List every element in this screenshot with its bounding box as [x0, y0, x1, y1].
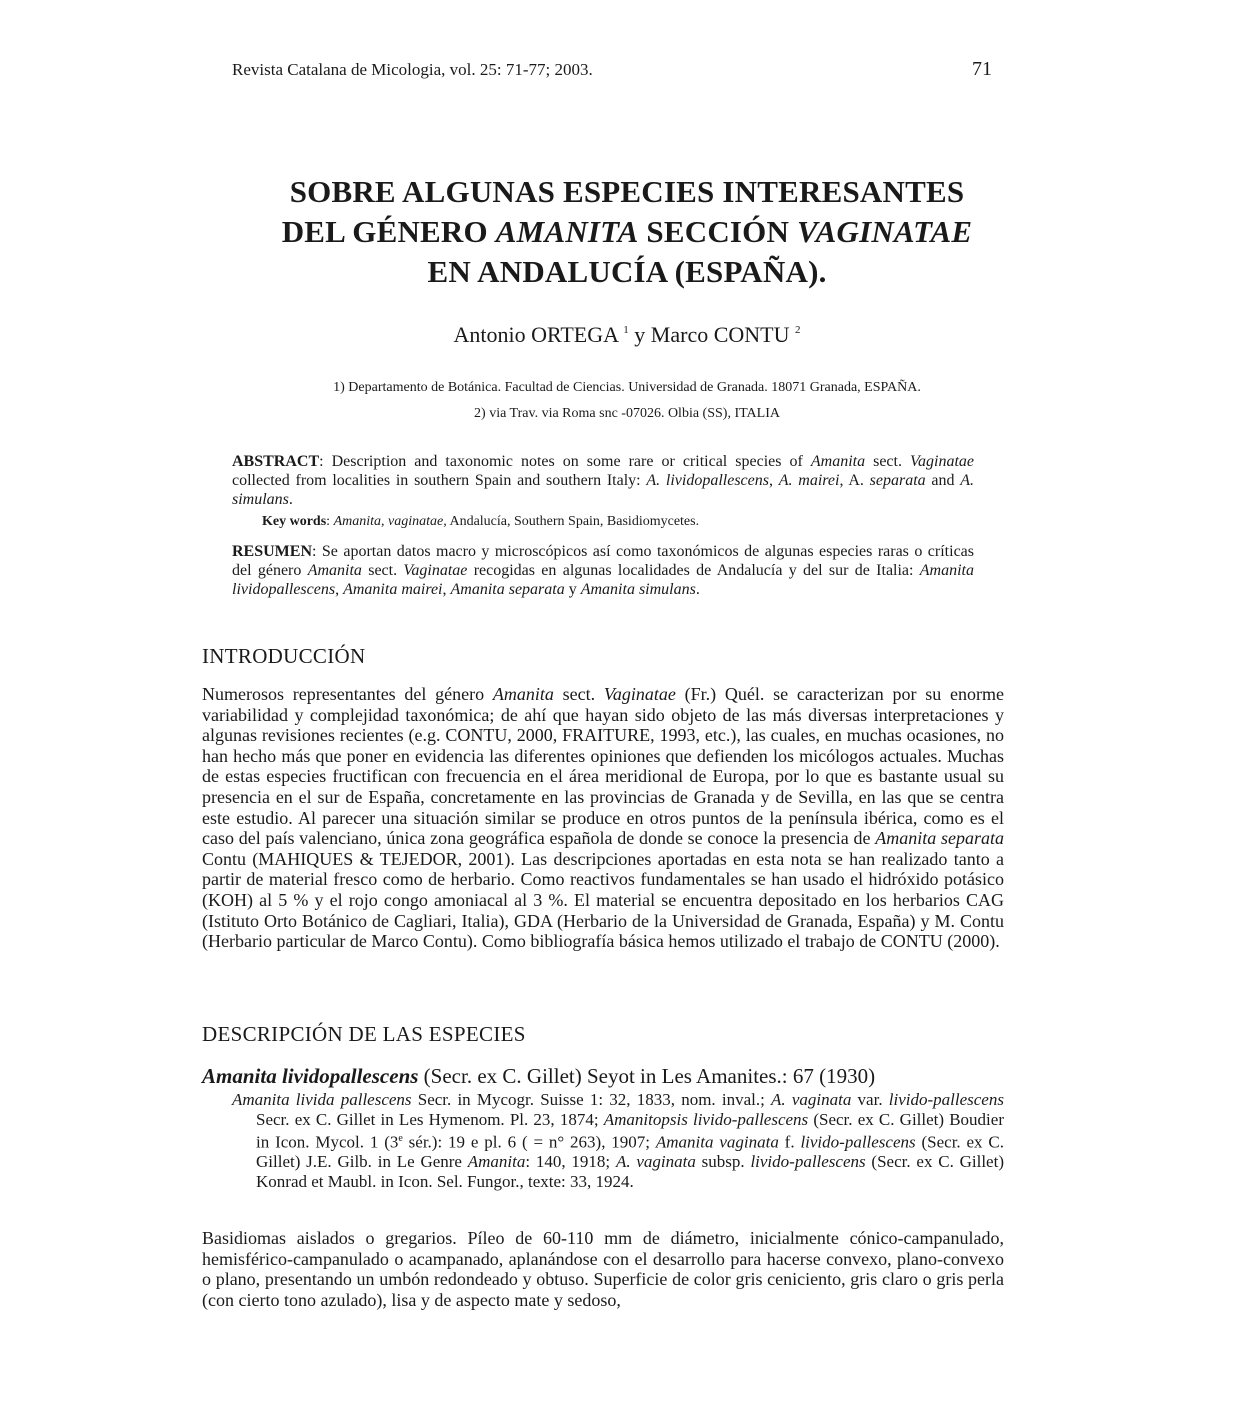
resumen-text: , — [442, 581, 451, 598]
title-text: DEL GÉNERO — [281, 214, 496, 249]
resumen-label: RESUMEN — [232, 543, 313, 560]
page-number: 71 — [972, 58, 992, 80]
resumen-text: : Se aportan datos macro y microscópicos así como taxonómicos de algunas especies raras o críticas del género — [232, 543, 974, 579]
author-2-superscript: 2 — [795, 324, 801, 336]
section-heading-descripcion: DESCRIPCIÓN DE LAS ESPECIES — [202, 1022, 526, 1046]
abstract-text: . — [288, 491, 293, 508]
resumen-italic: Amanita simulans — [580, 581, 696, 598]
resumen-italic: Amanita — [307, 562, 362, 579]
abstract-italic: A. lividopallescens — [646, 472, 769, 489]
resumen-italic: Amanita mairei — [343, 581, 443, 598]
abstract-text: collected from localities in southern Spain and southern Italy: — [232, 472, 647, 489]
resumen-italic: Amanita separata — [450, 581, 565, 598]
species-name: Amanita lividopallescens — [202, 1064, 419, 1088]
keywords-label: Key words — [262, 514, 327, 529]
abstract-text: : Description and taxonomic notes on some rare or critical species of — [319, 453, 811, 470]
intro-italic: Amanita — [492, 684, 554, 704]
abstract-text: , — [768, 472, 779, 489]
synonym-text: Secr. in Mycogr. Suisse 1: 32, 1833, nom. inval.; — [411, 1090, 772, 1109]
species-authority: (Secr. ex C. Gillet) Seyot in Les Amanites.: 67 (1930) — [418, 1064, 876, 1088]
keywords-italic: Amanita — [333, 514, 382, 529]
abstract-italic: separata — [869, 472, 926, 489]
intro-paragraph — [202, 684, 1004, 952]
resumen-text: . — [695, 581, 700, 598]
species-heading — [202, 1064, 1004, 1089]
synonym-text: (Secr. ex C. Gillet) Konrad et Maubl. in Icon. Sel. Fungor., texte: 33, 1924. — [256, 1152, 1004, 1191]
synonym-text: var. — [851, 1090, 889, 1109]
keywords-italic: vaginatae — [388, 514, 444, 529]
resumen-text: y — [564, 581, 581, 598]
abstract-text: sect. — [865, 453, 911, 470]
resumen-italic: Vaginatae — [403, 562, 468, 579]
synonym-italic: Amanita vaginata — [655, 1132, 779, 1152]
authors — [200, 322, 1054, 348]
affiliation-1: 1) Departamento de Botánica. Facultad de Ciencias. Universidad de Granada. 18071 Granada, ESPAÑA. — [333, 380, 921, 395]
synonym-text: f. — [778, 1132, 801, 1152]
intro-text: (Fr.) Quél. se caracterizan por su enorme variabilidad y complejidad taxonómica; de ahí que hayan sido objeto de las más diversas interpretaciones y algunas revisiones recientes (e.g. CONTU, 2000, FRAITURE, 1993, etc.), las cuales, en muchas ocasiones, no han hecho más que poner en evidencia las diferentes opiniones que defienden los micólogos actuales. Muchas de estas especies fructifican con frecuencia en el área meridional de Europa, por lo que es bastante usual su presencia en el sur de España, concretamente en las provincias de Granada y de Sevilla, en las que se centra este estudio. Al parecer una situación similar se produce en otros puntos de la península ibérica, como es el caso del país valenciano, única zona geográfica española de donde se conoce la presencia de — [202, 684, 1005, 849]
synonym-italic: livido-pallescens — [888, 1090, 1004, 1109]
keywords-text: , Andalucía, Southern Spain, Basidiomycetes. — [443, 514, 700, 529]
resumen — [232, 542, 974, 599]
journal-citation: Revista Catalana de Micologia, vol. 25: 71-77; 2003. — [232, 60, 593, 79]
abstract-label: ABSTRACT — [232, 453, 320, 470]
synonym-text: : 140, 1918; — [525, 1152, 616, 1172]
synonym-italic: A. vaginata — [771, 1090, 852, 1109]
title-section: VAGINATAE — [797, 214, 973, 249]
abstract-italic: A. mairei — [778, 472, 840, 489]
abstract-text: , A. — [839, 472, 870, 489]
affiliation-2: 2) via Trav. via Roma snc -07026. Olbia (SS), ITALIA — [474, 406, 780, 421]
resumen-text: sect. — [361, 562, 404, 579]
synonym-text: subsp. — [695, 1152, 751, 1172]
author-1-superscript: 1 — [623, 324, 629, 336]
intro-italic: Vaginatae — [603, 684, 676, 704]
resumen-text: recogidas en algunas localidades de Andalucía y del sur de Italia: — [467, 562, 920, 579]
intro-text: Contu (MAHIQUES & TEJEDOR, 2001). Las descripciones aportadas en esta nota se han realizado tanto a partir de material fresco como de herbario. Como reactivos fundamentales se han usado el hidróxido potásico (KOH) al 5 % y el rojo congo amoniacal al 3 %. El material se encuentra depositado en los herbarios CAG (Istituto Orto Botánico de Cagliari, Italia), GDA (Herbario de la Universidad de Granada, España) y M. Contu (Herbario particular de Marco Contu). Como bibliografía básica hemos utilizado el trabajo de CONTU (2000). — [202, 848, 1004, 952]
abstract-italic: Vaginatae — [910, 453, 975, 470]
title-line-3: EN ANDALUCÍA (ESPAÑA). — [427, 254, 827, 289]
author-1: Antonio ORTEGA — [453, 322, 618, 347]
description-paragraph: Basidiomas aislados o gregarios. Píleo de 60-110 mm de diámetro, inicialmente cónico-campanulado, hemisférico-campanulado o acampanado, aplanándose con el desarrollo para hacerse convexo, plano-convexo o plano, presentando un umbón redondeado y obtuso. Superficie de color gris ceniciento, gris claro o gris perla (con cierto tono azulado), lisa y de aspecto mate y sedoso, — [202, 1228, 1004, 1310]
intro-text: sect. — [553, 684, 604, 704]
keywords-text: : — [326, 514, 334, 529]
article-title — [160, 172, 1094, 292]
intro-italic: Amanita separata — [875, 828, 1004, 849]
synonym-italic: livido-pallescens — [750, 1152, 866, 1172]
resumen-italic: Amanita lividopallescens — [232, 562, 974, 598]
synonym-italic: Amanitopsis livido-pallescens — [603, 1109, 809, 1129]
intro-text: Numerosos representantes del género — [202, 684, 493, 704]
resumen-text: , — [335, 581, 344, 598]
synonym-text: sér.): 19 e pl. 6 ( = n° 263), 1907; — [402, 1132, 656, 1152]
synonym-text: Secr. ex C. Gillet in Les Hymenom. Pl. 23, 1874; — [256, 1109, 604, 1129]
abstract-italic: A. simulans — [232, 472, 975, 508]
synonym-italic: A. vaginata — [615, 1152, 696, 1172]
synonymy-block — [232, 1090, 1004, 1191]
running-header — [232, 58, 992, 81]
keywords — [262, 514, 962, 530]
abstract-italic: Amanita — [810, 453, 866, 470]
synonym-superscript: e — [398, 1133, 403, 1144]
keywords-text: , — [381, 514, 389, 529]
synonym-italic: livido-pallescens — [800, 1132, 916, 1152]
abstract — [232, 452, 974, 509]
synonym-italic: Amanita — [467, 1152, 526, 1172]
section-heading-introduccion: INTRODUCCIÓN — [202, 644, 366, 668]
abstract-text: and — [925, 472, 961, 489]
author-2: y Marco CONTU — [628, 322, 790, 347]
title-genus: AMANITA — [495, 214, 639, 249]
synonym-text: (Secr. ex C. Gillet) Boudier in Icon. Mycol. 1 (3 — [256, 1109, 1004, 1152]
title-text: SECCIÓN — [638, 214, 798, 249]
synonym-italic: Amanita livida pallescens — [232, 1090, 412, 1109]
synonym-text: (Secr. ex C. Gillet) J.E. Gilb. in Le Genre — [256, 1132, 1004, 1172]
title-line-1: SOBRE ALGUNAS ESPECIES INTERESANTES — [289, 174, 965, 209]
title-line-2 — [160, 212, 1094, 252]
